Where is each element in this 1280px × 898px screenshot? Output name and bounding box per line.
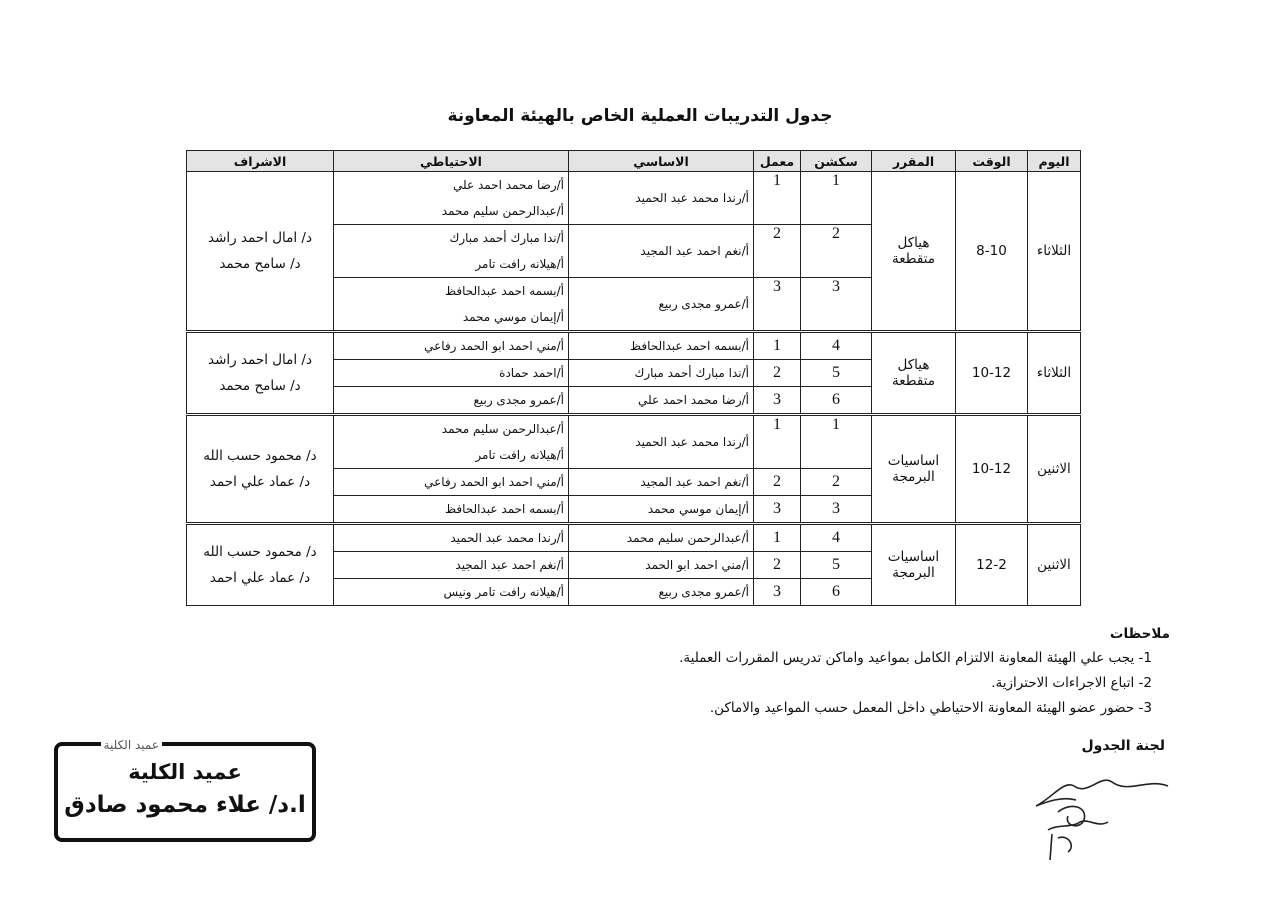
lab-cell: 3 (754, 278, 801, 332)
backup-staff-name: أ/عبدالرحمن سليم محمد (441, 204, 564, 218)
time-cell: 10-12 (956, 415, 1028, 524)
lab-cell: 1 (754, 415, 801, 469)
supervision-cell (187, 415, 334, 524)
time-cell: 8-10 (956, 172, 1028, 332)
primary-staff-cell: أ/عمرو مجدى ربيع (569, 278, 754, 332)
lab-cell: 1 (754, 172, 801, 225)
backup-staff-cell (334, 387, 569, 415)
supervisor-name: د/ محمود حسب الله (203, 544, 317, 560)
course-cell: اساسيات البرمجة (872, 524, 956, 606)
primary-staff-cell: أ/رضا محمد احمد علي (569, 387, 754, 415)
supervisor-name: د/ محمود حسب الله (203, 448, 317, 464)
backup-staff-name: أ/بسمه احمد عبدالحافظ (444, 284, 564, 298)
committee-label: لجنة الجدول (1081, 738, 1165, 754)
lab-cell: 3 (754, 387, 801, 415)
primary-staff-cell: أ/بسمه احمد عبدالحافظ (569, 332, 754, 360)
note-item: 2- اتباع الاجراءات الاحترازية. (991, 675, 1152, 691)
backup-staff-name: أ/إيمان موسي محمد (462, 310, 564, 324)
primary-staff-cell: أ/نغم احمد عبد المجيد (569, 469, 754, 496)
supervisor-name: د/ سامح محمد (219, 378, 301, 394)
dean-stamp (54, 738, 316, 842)
lab-cell: 1 (754, 524, 801, 552)
backup-staff-cell (334, 278, 569, 332)
supervisor-name: د/ عماد علي احمد (209, 474, 311, 490)
stamp-line-1: عميد الكلية (128, 760, 242, 784)
section-cell: 1 (801, 172, 872, 225)
primary-staff-cell: أ/إيمان موسي محمد (569, 496, 754, 524)
day-cell: الثلاثاء (1028, 332, 1081, 415)
lab-cell: 2 (754, 225, 801, 278)
header-time: الوقت (956, 151, 1028, 172)
section-cell: 6 (801, 387, 872, 415)
day-cell: الاثنين (1028, 524, 1081, 606)
header-day: اليوم (1028, 151, 1081, 172)
backup-staff-name: أ/هيلانه رافت تامر (475, 257, 564, 271)
primary-staff-cell: أ/مني احمد ابو الحمد (569, 552, 754, 579)
header-section: سكشن (801, 151, 872, 172)
note-item: 1- يجب علي الهيئة المعاونة الالتزام الكامل بمواعيد واماكن تدريس المقررات العملية. (679, 650, 1152, 666)
table-row (187, 172, 1081, 225)
backup-staff-cell (334, 172, 569, 225)
course-cell: اساسيات البرمجة (872, 415, 956, 524)
header-row (187, 151, 1081, 172)
handwritten-signature (1028, 772, 1178, 867)
notes-heading: ملاحظات (1109, 626, 1170, 642)
backup-staff-name: أ/رندا محمد عبد الحميد (450, 531, 564, 545)
lab-cell: 3 (754, 579, 801, 606)
backup-staff-name: أ/عمرو مجدى ربيع (473, 393, 564, 407)
header-primary: الاساسي (569, 151, 754, 172)
backup-staff-name: أ/هيلانه رافت تامر ونيس (443, 585, 564, 599)
lab-cell: 2 (754, 552, 801, 579)
backup-staff-name: أ/بسمه احمد عبدالحافظ (444, 502, 564, 516)
primary-staff-cell: أ/رندا محمد عبد الحميد (569, 415, 754, 469)
time-cell: 10-12 (956, 332, 1028, 415)
table-row (187, 332, 1081, 360)
backup-staff-cell (334, 552, 569, 579)
primary-staff-cell: أ/رندا محمد عبد الحميد (569, 172, 754, 225)
section-cell: 2 (801, 225, 872, 278)
backup-staff-cell (334, 469, 569, 496)
course-cell: هياكل متقطعة (872, 332, 956, 415)
supervisor-name: د/ عماد علي احمد (209, 570, 311, 586)
backup-staff-name: أ/مني احمد ابو الحمد رفاعي (424, 475, 564, 489)
backup-staff-cell (334, 225, 569, 278)
backup-staff-cell (334, 415, 569, 469)
section-cell: 3 (801, 496, 872, 524)
supervisor-name: د/ امال احمد راشد (208, 352, 312, 368)
day-cell: الاثنين (1028, 415, 1081, 524)
section-cell: 4 (801, 332, 872, 360)
backup-staff-cell (334, 524, 569, 552)
section-cell: 6 (801, 579, 872, 606)
supervision-cell (187, 332, 334, 415)
section-cell: 1 (801, 415, 872, 469)
backup-staff-cell (334, 496, 569, 524)
supervisor-name: د/ سامح محمد (219, 256, 301, 272)
page-title: جدول التدريبات العملية الخاص بالهيئة المعاونة (447, 106, 833, 126)
section-cell: 5 (801, 552, 872, 579)
backup-staff-name: أ/هيلانه رافت تامر (475, 448, 564, 462)
section-cell: 2 (801, 469, 872, 496)
primary-staff-cell: أ/نغم احمد عبد المجيد (569, 225, 754, 278)
stamp-ghost-text: عميد الكلية (101, 738, 162, 752)
day-cell: الثلاثاء (1028, 172, 1081, 332)
schedule-table (186, 150, 1081, 606)
section-cell: 5 (801, 360, 872, 387)
primary-staff-cell: أ/ندا مبارك أحمد مبارك (569, 360, 754, 387)
backup-staff-name: أ/مني احمد ابو الحمد رفاعي (424, 339, 564, 353)
lab-cell: 1 (754, 332, 801, 360)
header-lab: معمل (754, 151, 801, 172)
supervision-cell (187, 524, 334, 606)
note-item: 3- حضور عضو الهيئة المعاونة الاحتياطي داخل المعمل حسب المواعيد والاماكن. (709, 700, 1152, 716)
stamp-line-2: ا.د/ علاء محمود صادق (64, 792, 306, 818)
backup-staff-name: أ/نغم احمد عبد المجيد (455, 558, 564, 572)
lab-cell: 2 (754, 469, 801, 496)
primary-staff-cell: أ/عبدالرحمن سليم محمد (569, 524, 754, 552)
backup-staff-name: أ/رضا محمد احمد علي (453, 178, 564, 192)
lab-cell: 3 (754, 496, 801, 524)
section-cell: 3 (801, 278, 872, 332)
backup-staff-name: أ/ندا مبارك أحمد مبارك (449, 231, 564, 245)
primary-staff-cell: أ/عمرو مجدى ربيع (569, 579, 754, 606)
header-course: المقرر (872, 151, 956, 172)
lab-cell: 2 (754, 360, 801, 387)
backup-staff-name: أ/عبدالرحمن سليم محمد (441, 422, 564, 436)
backup-staff-cell (334, 579, 569, 606)
supervision-cell (187, 172, 334, 332)
backup-staff-cell (334, 360, 569, 387)
time-cell: 12-2 (956, 524, 1028, 606)
table-row (187, 415, 1081, 469)
table-row (187, 524, 1081, 552)
course-cell: هياكل متقطعة (872, 172, 956, 332)
backup-staff-cell (334, 332, 569, 360)
section-cell: 4 (801, 524, 872, 552)
header-supervision: الاشراف (187, 151, 334, 172)
notes-section (410, 626, 1170, 721)
header-backup: الاحتياطي (334, 151, 569, 172)
backup-staff-name: أ/احمد حمادة (499, 366, 564, 380)
supervisor-name: د/ امال احمد راشد (208, 230, 312, 246)
